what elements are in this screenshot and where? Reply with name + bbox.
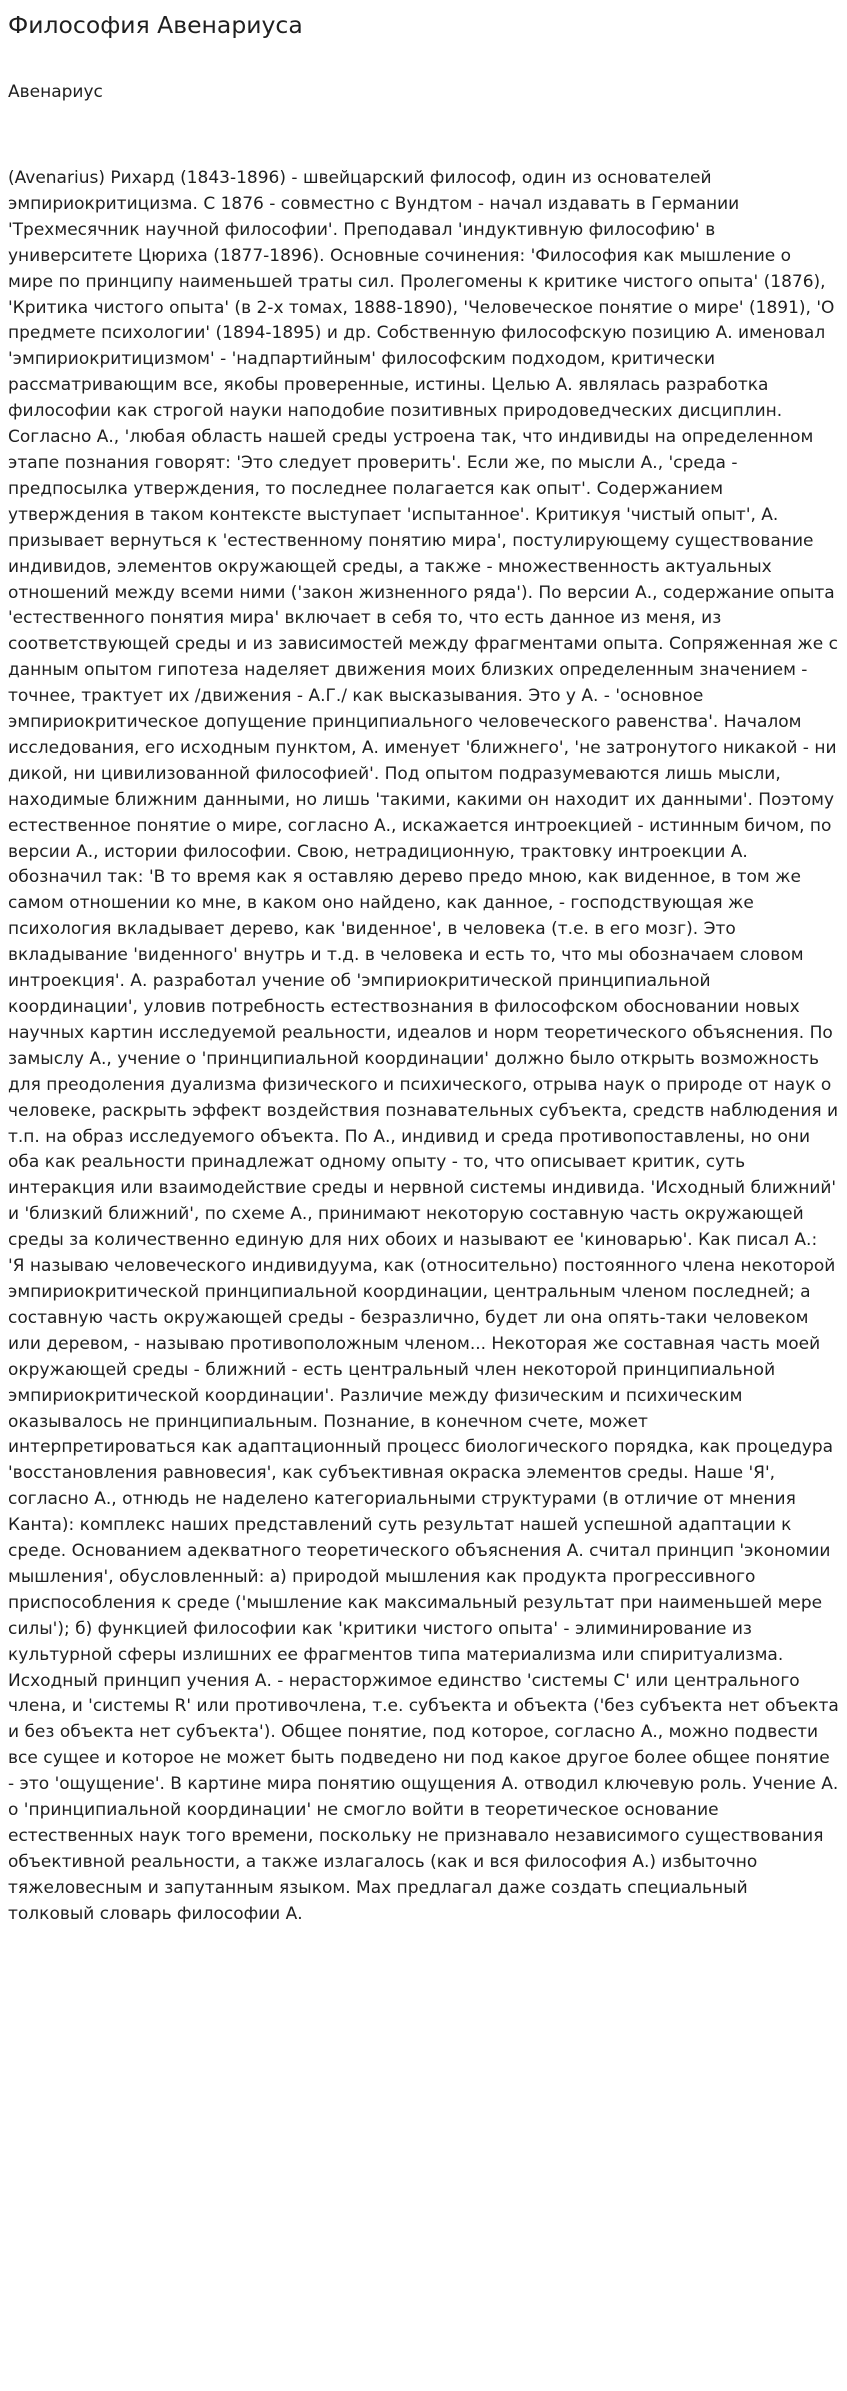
article-body: (Avenarius) Рихард (1843-1896) - швейцарский философ, один из основателей эмпириокритицизма. С 1876 - совместно с Вундтом - начал издавать в Германии 'Трехмесячник научной философии'. Преподавал 'индуктивную философию' в университете Цюриха (1877-1896). Основные сочинения: 'Философия как мышление о мире по принципу наименьшей траты сил. Пролегомены к критике чистого опыта' (1876), 'Критика чистого опыта' (в 2-х томах, 1888-1890), 'Человеческое понятие о мире' (1891), 'О предмете психологии' (1894-1895) и др. Собственную философскую позицию А. именовал 'эмпириокритицизмом' - 'надпартийным' философским подходом, критически рассматривающим все, якобы проверенные, истины. Целью А. являлась разработка философии как строгой науки наподобие позитивных природоведческих дисциплин. Согласно А., 'любая область нашей среды устроена так, что индивиды на определенном этапе познания говорят: 'Это следует проверить'. Если же, по мысли А., 'среда - предпосылка утверждения, то последнее полагается как опыт'. Содержанием утверждения в таком контексте выступает 'испытанное'. Критикуя 'чистый опыт', А. призывает вернуться к 'естественному понятию мира', постулирующему существование индивидов, элементов окружающей среды, а также - множественность актуальных отношений между всеми ними ('закон жизненного ряда'). По версии А., содержание опыта 'естественного понятия мира' включает в себя то, что есть данное из меня, из соответствующей среды и из зависимостей между фрагментами опыта. Сопряженная же с данным опытом гипотеза наделяет движения моих близких определенным значением - точнее, трактует их /движения - А.Г./ как высказывания. Это у А. - 'основное эмпириокритическое допущение принципиального человеческого равенства'. Началом исследования, его исходным пунктом, А. именует 'ближнего', 'не затронутого никакой - ни дикой, ни цивилизованной философией'. Под опытом подразумеваются лишь мысли, находимые ближним данными, но лишь 'такими, какими он находит их данными'. Поэтому естественное понятие о мире, согласно А., искажается интроекцией - истинным бичом, по версии А., истории философии. Свою, нетрадиционную, трактовку интроекции А. обозначил так: 'В то время как я оставляю дерево предо мною, как виденное, в том же самом отношении ко мне, в каком оно найдено, как данное, - господствующая же психология вкладывает дерево, как 'виденное', в человека (т.е. в его мозг). Это вкладывание 'виденного' внутрь и т.д. в человека и есть то, что мы обозначаем словом интроекция'. А. разработал учение об 'эмпириокритической принципиальной координации', уловив потребность естествознания в философском обосновании новых научных картин исследуемой реальности, идеалов и норм теоретического объяснения. По замыслу А., учение о 'принципиальной координации' должно было открыть возможность для преодоления дуализма физического и психического, отрыва наук о природе от наук о человеке, раскрыть эффект воздействия познавательных субъекта, средств наблюдения и т.п. на образ исследуемого объекта. По А., индивид и среда противопоставлены, но они оба как реальности принадлежат одному опыту - то, что описывает критик, суть интеракция или взаимодействие среды и нервной системы индивида. 'Исходный ближний' и 'близкий ближний', по схеме А., принимают некоторую составную часть окружающей среды за количественно единую для них обоих и называют ее 'киноварью'. Как писал А.: 'Я называю человеческого индивидуума, как (относительно) постоянного члена некоторой эмпириокритической принципиальной координации, центральным членом последней; а составную часть окружающей среды - безразлично, будет ли она опять-таки человеком или деревом, - называю противоположным членом... Некоторая же составная часть моей окружающей среды - ближний - есть центральный член некоторой принципиальной эмпириокритической координации'. Различие между физическим и психическим оказывалось не принципиальным. Познание, в конечном счете, может интерпретироваться как адаптационный процесс биологического порядка, как процедура 'восстановления равновесия', как субъективная окраска элементов среды. Наше 'Я', согласно А., отнюдь не наделено категориальными структурами (в отличие от мнения Канта): комплекс наших представлений суть результат нашей успешной адаптации к среде. Основанием адекватного теоретического объяснения А. считал принцип 'экономии мышления', обусловленный: а) природой мышления как продукта прогрессивного приспособления к среде ('мышление как максимальный результат при наименьшей мере силы'); б) функцией философии как 'критики чистого опыта' - элиминирование из культурной сферы излишних ее фрагментов типа материализма или спиритуализма. Исходный принцип учения А. - нерасторжимое единство 'системы С' или центрального члена, и 'системы R' или противочлена, т.е. субъекта и объекта ('без субъекта нет объекта и без объекта нет субъекта'). Общее понятие, под которое, согласно А., можно подвести все сущее и которое не может быть подведено ни под какое другое более общее понятие - это 'ощущение'. В картине мира понятию ощущения А. отводил ключевую роль. Учение А. о 'принципиальной координации' не смогло войти в теоретическое основание естественных наук того времени, поскольку не признавало независимого существования объективной реальности, а также излагалось (как и вся философия А.) избыточно тяжеловесным и запутанным языком. Мах предлагал даже создать специальный толковый словарь философии А. bbox=[8, 168, 839, 1924]
page-title: Философия Авенариуса bbox=[8, 11, 303, 39]
author-name: Авенариус bbox=[8, 82, 103, 102]
